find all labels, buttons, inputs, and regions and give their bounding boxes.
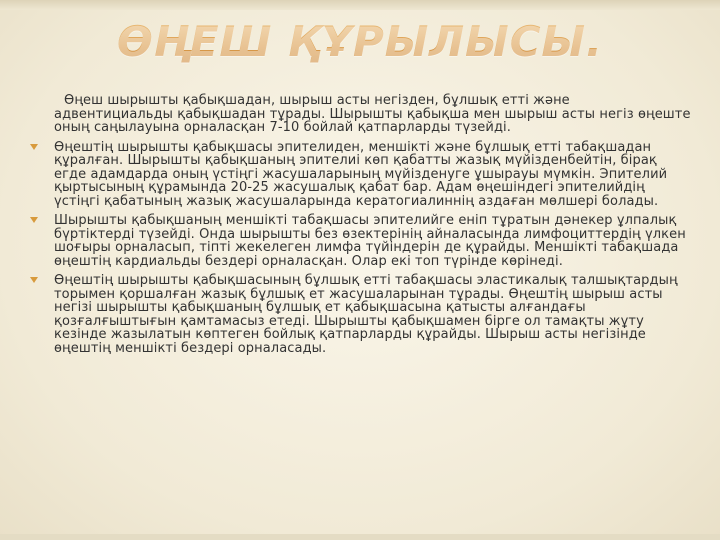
paragraph-2-text: Өңештің шырышты қабықшасы эпителиден, меншікті және бұлшық етті табақшадан құралған. Шырышты қабықшаның эпителиі көп қабатты жазық мүйізденбейтін, бірақ егде адамдарда оның үстіңгі жасушаларының мүйізденуге ұшырауы мүмкін. Эпителий қыртысының құрамында 20-25 жасушалық қабат бар. Адам өңешіндегі эпителийдің үстіңгі қабатының жазық жасушаларында кератогиалиннің аздаған мөлшері болады. xyxy=(54,139,668,209)
top-border xyxy=(0,0,720,10)
paragraph-3-text: Шырышты қабықшаның меншікті табақшасы эпителийге еніп тұратын дәнекер ұлпалық бүртіктерді түзейді. Онда шырышты без өзектерінің айналасында лимфоциттердің үлкен шоғыры орналасып, тіпті жекелеген лимфа түйіндерін де құрайды. Меншікті табақшада өңештің кардиальды бездері орналасқан. Олар екі топ түрінде көрінеді. xyxy=(54,213,686,269)
bullet-icon xyxy=(30,277,38,283)
paragraph-4-text: Өңештің шырышты қабықшасының бұлшық етті табақшасы эластикалық талшықтардың торымен қоршалған жазық бұлшық ет жасушаларынан тұрады. Өңештің шырыш асты негізі шырышты қабықшаның бұлшық ет қабықшасына қатысты алғандағы қозғалғыштығын қамтамасыз етеді. Шырышты қабықшамен бірге ол тамақты жұту кезінде жазылатын көптеген бойлық қатпарларды құрайды. Шырыш асты негізінде өңештің меншікті бездері орналасады. xyxy=(54,273,678,356)
paragraph-1 xyxy=(32,94,692,135)
paragraph-2 xyxy=(32,141,692,209)
bullet-icon xyxy=(30,144,38,150)
paragraph-1-text: Өңеш шырышты қабықшадан, шырыш асты негізден, бұлшық етті және адвентициальды қабықшадан тұрады. Шырышты қабықша мен шырыш асты негіз өңеште оның саңылауына орналасқан 7-10 бойлай қатпарларды түзейді. xyxy=(54,93,691,135)
paragraph-3 xyxy=(32,214,692,268)
bullet-icon xyxy=(30,217,38,223)
bottom-border xyxy=(0,534,720,540)
slide-body xyxy=(32,94,692,361)
paragraph-4 xyxy=(32,274,692,355)
slide-title: ӨҢЕШ ҚҰРЫЛЫСЫ. xyxy=(0,12,720,72)
